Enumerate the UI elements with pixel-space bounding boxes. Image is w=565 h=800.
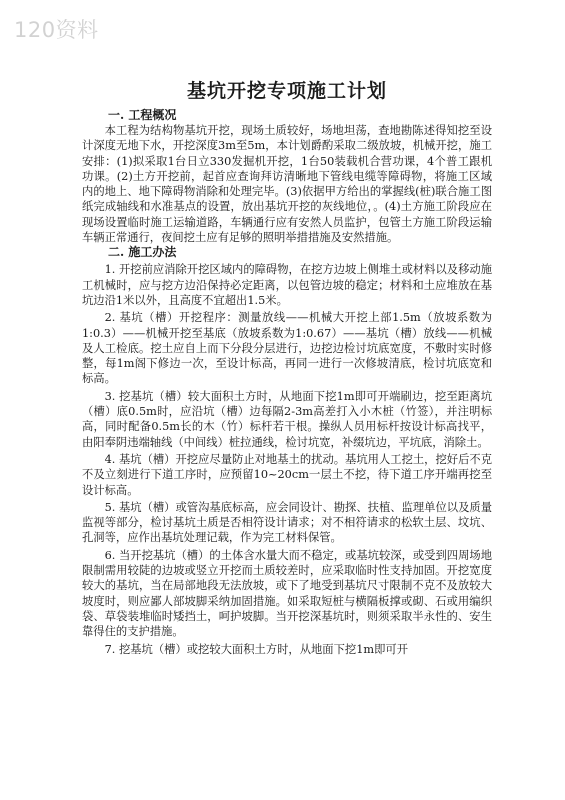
document-title: 基坑开挖专项施工计划 bbox=[186, 80, 387, 102]
method-item-3: 3. 挖基坑（槽）较大面积土方时，从地面下挖1m即可开端刷边，挖至距离坑（槽）底0.5m时，应沿坑（槽）边每隔2-3m高差打入小木桩（竹签），并注明标高，同时配备0.5m长的木（竹）标杆若干根。操纵人员用标杆按设计标高找平，由阳奉阴违端轴线（中间线）桩拉通线，检讨坑宽，补缀坑边，平坑底，消除土。 bbox=[82, 389, 492, 449]
section-heading-overview: 一. 工程概况 bbox=[108, 108, 177, 122]
method-item-1: 1. 开挖前应消除开挖区域内的障碍物，在挖方边坡上侧堆土或材料以及移动施工机械时，应与挖方边沿保持必定距离，以包管边坡的稳定；材料和土应堆放在基坑边沿1米以外，且高度不宜超出1.5米。 bbox=[82, 263, 492, 307]
method-item-4: 4. 基坑（槽）开挖应尽量防止对地基土的扰动。基坑用人工挖土，挖好后不克不及立刻进行下道工序时，应预留10~20cm一层土不挖，待下道工序开端再挖至设计标高。 bbox=[82, 452, 492, 497]
method-item-6: 6. 当开挖基坑（槽）的土体含水量大而不稳定，或基坑较深，或受到四周场地限制需用较陡的边坡或竖立开挖而土质较差时，应采取临时性支持加固。开挖宽度较大的基坑，当在局部地段无法放坡，或下了地受到基坑尺寸限制不克不及放较大坡度时，则应鄙人部坡脚采纳加固措施。如采取短桩与横隔板撑或砌、石或用编织袋、草袋装堆临时矮挡土，呵护坡脚。当开挖深基坑时，则须采取半永性的、安生靠得住的支护措施。 bbox=[82, 548, 492, 639]
method-item-7: 7. 挖基坑（槽）或挖较大面积土方时，从地面下挖1m即可开 bbox=[104, 642, 408, 656]
section-heading-method: 二. 施工办法 bbox=[108, 245, 177, 260]
method-item-2: 2. 基坑（槽）开挖程序：测量放线——机械大开挖上部1.5m（放坡系数为1:0.3）——机械开挖至基底（放坡系数为1:0.67）——基坑（槽）放线——机械及人工检底。挖土应自上而下分段分层进行，边挖边检讨坑底宽度，不敷时实时修整，每1m阁下修边一次，至设计标高，再同一进行一次修坡清底，检讨坑底宽和标高。 bbox=[82, 311, 492, 386]
document-page bbox=[82, 76, 492, 657]
method-item-5: 5. 基坑（槽）或管沟基底标高，应会同设计、勘探、扶植、监理单位以及质量监视等部分，检讨基坑土质是否相符设计请求；对不相符请求的松软土层、坟坑、孔洞等，应作出基坑处理记载，作为完工材料保管。 bbox=[82, 500, 492, 545]
overview-paragraph: 本工程为结构物基坑开挖，现场土质较好，场地坦荡，查地勘陈述得知挖至设计深度无地下水，开挖深度3m至5m，本计划爵酌采取二级放坡，机械开挖，施工安排：(1)拟采取1台日立330发掘机开挖，1台50装载机合营功课，4个普工跟机功课。(2)土方开挖前，起首应查询拜访清晰地下管线电缆等障碍物，将施工区域内的地上、地下障碍物消除和处理完毕。(3)依据甲方给出的掌握线(桩)联合施工图纸完成轴线和水准基点的设置，放出基坑开挖的灰线地位，。(4)土方施工阶段应在现场设置临时施工运输道路，车辆通行应有安然人员监护，包管土方施工阶段运输车辆正常通行，夜间挖土应有足够的照明举措措施及安然措施。 bbox=[82, 124, 492, 245]
watermark-logo: 120资料 bbox=[14, 18, 99, 42]
